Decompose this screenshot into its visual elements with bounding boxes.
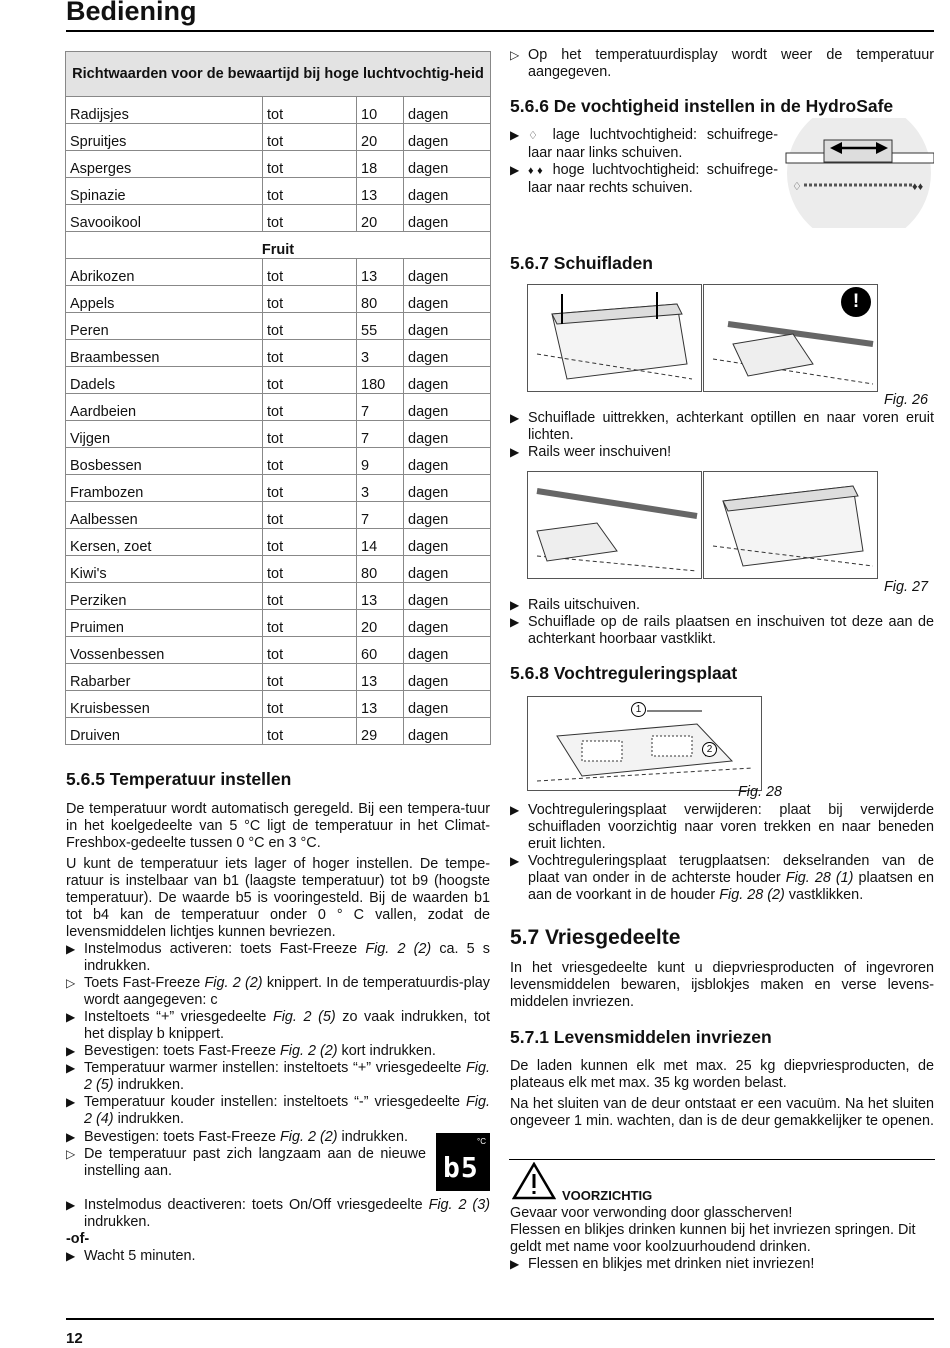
heading-568: 5.6.8 Vochtreguleringsplaat [510, 663, 738, 683]
bullet-icon: ▶ [66, 1130, 76, 1144]
table-cell: tot [263, 97, 357, 124]
table-cell: 3 [357, 340, 404, 367]
table-cell: dagen [404, 259, 491, 286]
list-item: ▶ Temperatuur warmer instellen: insteltoets “+” vriesgedeelte Fig. 2 (5) indrukken. [66, 1060, 490, 1093]
table-cell: Perziken [66, 583, 263, 610]
result-icon: ▷ [66, 1147, 76, 1161]
list-item: ▶ Instelmodus deactiveren: toets On/Off vriesgedeelte Fig. 2 (3) indrukken. [66, 1197, 491, 1230]
table-row [66, 421, 491, 448]
table-row [66, 151, 491, 178]
table-cell: 10 [357, 97, 404, 124]
steps-566 [510, 127, 778, 197]
table-cell: 80 [357, 286, 404, 313]
attention-icon: ! [841, 287, 871, 317]
table-row [66, 610, 491, 637]
heading-565: 5.6.5 Temperatuur instellen [66, 769, 292, 789]
table-cell: 14 [357, 529, 404, 556]
bullet-icon: ▶ [510, 128, 520, 142]
bullet-icon: ▶ [66, 942, 76, 956]
list-item: ▶ Rails uitschuiven. [510, 597, 640, 613]
table-row [66, 475, 491, 502]
paragraph: De laden kunnen elk met max. 25 kg diepvriesproducten, de plateaus elk met max. 35 kg worden belast. [510, 1058, 934, 1091]
table-cell: tot [263, 475, 357, 502]
list-item: ▷ Toets Fast-Freeze Fig. 2 (2) knippert. In de temperatuurdis-play wordt aangegeven: c [66, 975, 491, 1008]
paragraph: U kunt de temperatuur iets lager of hoger instellen. De tempe-ratuur is instelbaar van b1 (laagste temperatuur) tot b9 (hoogste temperatuur). De waarde b5 is vooringesteld. Bij de waarden b1 tot b4 kan de temperatuur onder 0 ° C vallen, zodat de levensmiddelen lichtjes kunnen bevriezen. [66, 856, 490, 940]
table-title: Richtwaarden voor de bewaartijd bij hoge luchtvochtig-heid [66, 52, 491, 97]
table-row [66, 583, 491, 610]
table-cell: 7 [357, 421, 404, 448]
result-line: ▷ Op het temperatuurdisplay wordt weer de temperatuur aangegeven. [510, 47, 934, 80]
table-cell: dagen [404, 286, 491, 313]
list-item: ▶ Temperatuur kouder instellen: insteltoets “-” vriesgedeelte Fig. 2 (4) indrukken. [66, 1094, 490, 1127]
section-565-body [66, 801, 490, 945]
table-cell: dagen [404, 502, 491, 529]
table-cell: tot [263, 610, 357, 637]
warning-triangle-icon [512, 1162, 556, 1200]
table-row [66, 286, 491, 313]
table-cell: Spruitjes [66, 124, 263, 151]
table-cell: 13 [357, 583, 404, 610]
table-cell: dagen [404, 448, 491, 475]
table-cell: 13 [357, 664, 404, 691]
table-cell: Kruisbessen [66, 691, 263, 718]
table-cell: tot [263, 448, 357, 475]
table-cell: Frambozen [66, 475, 263, 502]
warning-body [510, 1205, 934, 1273]
fig27-label: Fig. 27 [884, 579, 928, 595]
table-cell: dagen [404, 664, 491, 691]
table-cell: dagen [404, 124, 491, 151]
display-unit: °C [477, 1137, 486, 1146]
hydrosafe-illustration [784, 118, 934, 228]
table-cell: tot [263, 124, 357, 151]
table-cell: dagen [404, 97, 491, 124]
list-item: ▶ Insteltoets “+” vriesgedeelte Fig. 2 (5) zo vaak indrukken, tot het display b knippert. [66, 1009, 491, 1042]
header-rule [66, 30, 934, 32]
table-cell: tot [263, 637, 357, 664]
table-cell: 13 [357, 178, 404, 205]
bullet-icon: ▶ [66, 1010, 76, 1024]
table-row [66, 448, 491, 475]
table-cell: dagen [404, 475, 491, 502]
table-cell: 3 [357, 475, 404, 502]
list-item: ▶ ♦♦ hoge luchtvochtigheid: schuifrege-laar naar rechts schuiven. [510, 162, 778, 196]
list-item: ▶ Bevestigen: toets Fast-Freeze Fig. 2 (2) indrukken. [66, 1129, 408, 1145]
double-drop-icon: ♦♦ [912, 181, 924, 193]
table-row [66, 664, 491, 691]
table-row [66, 718, 491, 745]
bullet-icon: ▶ [510, 1257, 520, 1271]
table-cell: 13 [357, 259, 404, 286]
table-cell: tot [263, 556, 357, 583]
heading-566: 5.6.6 De vochtigheid instellen in de HydroSafe [510, 96, 894, 116]
table-cell: 7 [357, 502, 404, 529]
bullet-icon: ▶ [66, 1061, 76, 1075]
table-cell: tot [263, 691, 357, 718]
table-cell: Peren [66, 313, 263, 340]
list-item: ▶ Vochtreguleringsplaat terugplaatsen: dekselranden van de plaat van onder in de achterste houder Fig. 28 (1) plaatsen en aan de voorkant in de houder Fig. 28 (2) vastklikken. [510, 853, 934, 903]
table-cell: tot [263, 529, 357, 556]
table-cell: dagen [404, 394, 491, 421]
table-row [66, 205, 491, 232]
table-row [66, 637, 491, 664]
bullet-icon: ▶ [66, 1198, 76, 1212]
double-drop-icon: ♦♦ [528, 165, 553, 177]
table-cell: 20 [357, 205, 404, 232]
list-item: ▶ Vochtreguleringsplaat verwijderen: plaat bij verwijderde schuifladen voorzichtig naar voren trekken en naar beneden eruit lichten. [510, 802, 934, 852]
temperature-display [436, 1133, 490, 1191]
bullet-icon: ▶ [510, 598, 520, 612]
table-cell: dagen [404, 637, 491, 664]
table-cell: Spinazie [66, 178, 263, 205]
table-row [66, 529, 491, 556]
fig26-label: Fig. 26 [884, 392, 928, 408]
list-item: ▶ Rails weer inschuiven! [510, 444, 672, 460]
table-cell: tot [263, 205, 357, 232]
bullet-icon: ▶ [510, 615, 520, 629]
table-cell: Aalbessen [66, 502, 263, 529]
table-row [66, 502, 491, 529]
table-cell: tot [263, 178, 357, 205]
fig26-drawer-left [527, 284, 702, 392]
steps-568 [510, 802, 934, 904]
steps-567-a [510, 410, 934, 461]
fig28-label: Fig. 28 [738, 784, 782, 800]
table-cell: 55 [357, 313, 404, 340]
table-cell: 20 [357, 610, 404, 637]
table-cell: tot [263, 502, 357, 529]
bullet-icon: ▶ [510, 803, 520, 817]
table-cell: Kiwi's [66, 556, 263, 583]
result-icon: ▷ [510, 48, 520, 62]
warning-line: Flessen en blikjes drinken kunnen bij het invriezen springen. Dit geldt met name voor koolzuurhoudend drinken. [510, 1222, 916, 1255]
warning-rule [509, 1159, 935, 1160]
table-cell: 18 [357, 151, 404, 178]
table-cell: tot [263, 718, 357, 745]
or-text: -of- [66, 1231, 90, 1247]
table-cell: 60 [357, 637, 404, 664]
fig27-rails-left [527, 471, 702, 579]
table-row [66, 394, 491, 421]
table-cell: tot [263, 421, 357, 448]
bullet-icon: ▶ [66, 1249, 76, 1263]
table-cell: Vijgen [66, 421, 263, 448]
table-cell: Savooikool [66, 205, 263, 232]
table-cell: dagen [404, 178, 491, 205]
drop-icon: ♢ [528, 130, 553, 142]
table-cell: 13 [357, 691, 404, 718]
list-item: ▶ Instelmodus activeren: toets Fast-Freeze Fig. 2 (2) ca. 5 s indrukken. [66, 941, 491, 974]
heading-57: 5.7 Vriesgedeelte [510, 926, 681, 949]
table-row [66, 259, 491, 286]
bullet-icon: ▶ [510, 411, 520, 425]
bullet-icon: ▶ [510, 854, 520, 868]
callout-2: 2 [702, 742, 717, 757]
table-subheading-row [66, 232, 491, 259]
steps-567-b [510, 597, 934, 648]
steps-565-c [66, 1197, 490, 1265]
table-cell: Druiven [66, 718, 263, 745]
fig27-rails-right [703, 471, 878, 579]
table-cell: tot [263, 583, 357, 610]
steps-565-b [66, 1129, 426, 1180]
bullet-icon: ▶ [510, 445, 520, 459]
list-item: ▶ Wacht 5 minuten. [66, 1248, 196, 1264]
table-cell: Rabarber [66, 664, 263, 691]
table-cell: tot [263, 259, 357, 286]
table-cell: dagen [404, 340, 491, 367]
table-cell: dagen [404, 151, 491, 178]
storage-table [65, 51, 491, 745]
table-row [66, 313, 491, 340]
bullet-icon: ▶ [66, 1095, 76, 1109]
bullet-icon: ▶ [510, 163, 520, 177]
table-cell: tot [263, 313, 357, 340]
table-cell: Braambessen [66, 340, 263, 367]
list-item: ▶ Schuiflade op de rails plaatsen en inschuiven tot deze aan de achterkant hoorbaar vastklikt. [510, 614, 934, 647]
table-row [66, 97, 491, 124]
list-item: ▶ Schuiflade uittrekken, achterkant optillen en naar voren eruit lichten. [510, 410, 934, 443]
table-subheading: Fruit [66, 232, 491, 259]
paragraph: In het vriesgedeelte kunt u diepvriesproducten of ingevroren levensmiddelen bewaren, ijsblokjes maken en verse levens-middelen invriezen. [510, 960, 934, 1010]
table-cell: tot [263, 367, 357, 394]
table-cell: 9 [357, 448, 404, 475]
table-cell: dagen [404, 610, 491, 637]
table-cell: Asperges [66, 151, 263, 178]
table-row [66, 367, 491, 394]
table-cell: tot [263, 340, 357, 367]
section-57-body [510, 960, 934, 1015]
table-cell: dagen [404, 691, 491, 718]
list-item: ▶ Flessen en blikjes met drinken niet invriezen! [510, 1256, 815, 1272]
table-cell: tot [263, 664, 357, 691]
table-cell: Vossenbessen [66, 637, 263, 664]
table-cell: Radijsjes [66, 97, 263, 124]
bullet-icon: ▶ [66, 1044, 76, 1058]
table-cell: Abrikozen [66, 259, 263, 286]
table-cell: Pruimen [66, 610, 263, 637]
section-571-body [510, 1058, 934, 1134]
steps-565-a [66, 941, 490, 1128]
table-cell: Aardbeien [66, 394, 263, 421]
warning-title: VOORZICHTIG [562, 1188, 653, 1203]
table-cell: Appels [66, 286, 263, 313]
drop-icon: ♢ [792, 181, 802, 193]
warning-line: Gevaar voor verwonding door glasscherven! [510, 1205, 793, 1221]
table-cell: dagen [404, 205, 491, 232]
table-cell: 29 [357, 718, 404, 745]
table-cell: 20 [357, 124, 404, 151]
table-row [66, 124, 491, 151]
display-value: b5 [443, 1151, 479, 1184]
table-cell: tot [263, 394, 357, 421]
page-title: Bediening [66, 0, 197, 26]
table-row [66, 556, 491, 583]
paragraph: Na het sluiten van de deur ontstaat er een vacuüm. Na het sluiten ongeveer 1 min. wachten, dan is de deur gemakkelijker te openen. [510, 1096, 934, 1129]
heading-567: 5.6.7 Schuifladen [510, 253, 653, 273]
table-cell: 7 [357, 394, 404, 421]
table-cell: Bosbessen [66, 448, 263, 475]
page-number: 12 [66, 1330, 83, 1347]
table-cell: dagen [404, 556, 491, 583]
callout-1: 1 [631, 702, 646, 717]
table-cell: dagen [404, 718, 491, 745]
table-row [66, 691, 491, 718]
footer-rule [66, 1318, 934, 1320]
result-icon: ▷ [66, 976, 76, 990]
list-item: ▷ De temperatuur past zich langzaam aan de nieuwe instelling aan. [66, 1146, 426, 1179]
table-cell: dagen [404, 313, 491, 340]
list-item: ▶ Bevestigen: toets Fast-Freeze Fig. 2 (2) kort indrukken. [66, 1043, 436, 1059]
table-row [66, 178, 491, 205]
table-cell: dagen [404, 529, 491, 556]
table-row [66, 340, 491, 367]
table-cell: dagen [404, 421, 491, 448]
table-cell: Kersen, zoet [66, 529, 263, 556]
table-cell: dagen [404, 583, 491, 610]
paragraph: De temperatuur wordt automatisch geregeld. Bij een tempera-tuur in het koelgedeelte van 5 °C ligt de temperatuur in het Climat-Freshbox-gedeelte tussen 0 °C en 3 °C. [66, 801, 490, 851]
table-cell: dagen [404, 367, 491, 394]
table-cell: 80 [357, 556, 404, 583]
table-cell: tot [263, 151, 357, 178]
heading-571: 5.7.1 Levensmiddelen invriezen [510, 1027, 772, 1047]
table-cell: 180 [357, 367, 404, 394]
table-cell: Dadels [66, 367, 263, 394]
table-cell: tot [263, 286, 357, 313]
list-item: ▶ ♢ lage luchtvochtigheid: schuifrege-laar naar links schuiven. [510, 127, 779, 161]
